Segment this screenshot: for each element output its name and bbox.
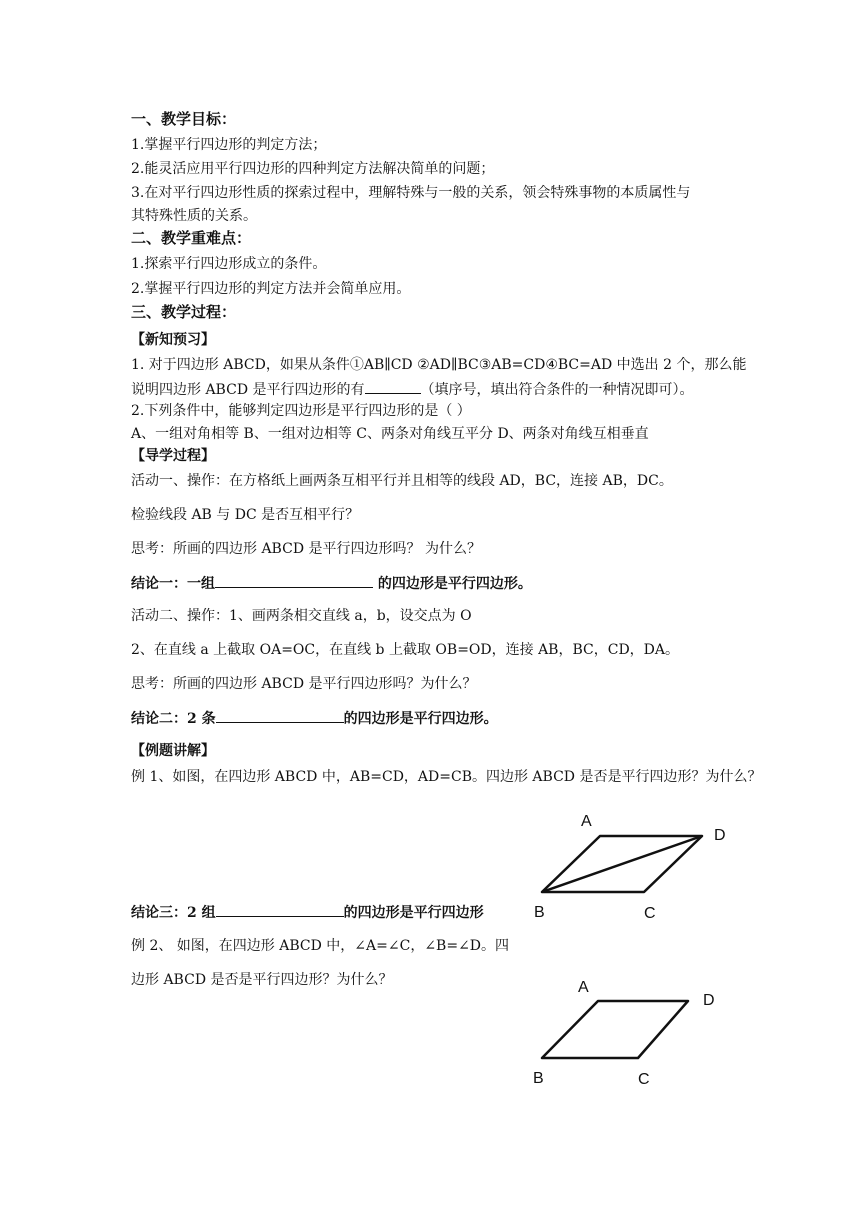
conclusion3-text-b: 的四边形是平行四边形: [343, 905, 484, 921]
preview-q2-options: A、一组对角相等 B、一组对边相等 C、两条对角线互平分 D、两条对角线互相垂直: [131, 426, 649, 442]
preview-q1-text-a: 说明四边形 ABCD 是平行四边形的有: [131, 382, 365, 398]
figure1-diagonal-bd: [542, 836, 702, 892]
conclusion1-text-a: 结论一：一组: [131, 576, 215, 592]
conclusion1-text-b: 的四边形是平行四边形。: [373, 576, 532, 592]
difficulties-heading: 二、教学重难点：: [131, 229, 252, 247]
figure1-parallelogram-diagonal: [520, 800, 760, 925]
preview-q1-line1: 1. 对于四边形 ABCD，如果从条件①AB∥CD ②AD∥BC③AB=CD④BC=AD 中选出 2 个，那么能: [131, 357, 747, 373]
conclusion1-blank[interactable]: [215, 573, 373, 588]
objective-item-3-cont: 其特殊性质的关系。: [131, 208, 257, 224]
preview-title: 【新知预习】: [131, 332, 215, 348]
guide-conclusion1: [131, 573, 532, 594]
example2-line1: 例 2、 如图，在四边形 ABCD 中，∠A=∠C，∠B=∠D。四: [131, 938, 510, 954]
objectives-heading: 一、教学目标：: [131, 110, 237, 128]
examples-title: 【例题讲解】: [131, 743, 215, 759]
difficulty-item-2: 2.掌握平行四边形的判定方法并会简单应用。: [131, 281, 411, 297]
figure1-label-d: D: [714, 827, 726, 844]
difficulty-item-1: 1.探索平行四边形成立的条件。: [131, 256, 327, 272]
guide-activity2: 活动二、操作：1、画两条相交直线 a，b，设交点为 O: [131, 608, 472, 624]
figure2-label-c: C: [638, 1071, 650, 1088]
preview-q1-line2: [131, 379, 694, 400]
conclusion2-blank[interactable]: [216, 708, 344, 723]
objective-item-3: 3.在对平行四边形性质的探索过程中，理解特殊与一般的关系，领会特殊事物的本质属性与: [131, 185, 691, 201]
conclusion2-text-a: 结论二：2 条: [131, 711, 216, 727]
preview-q2: 2.下列条件中，能够判定四边形是平行四边形的是（ ）: [131, 403, 471, 419]
figure1-label-c: C: [644, 905, 656, 922]
figure1-label-a: A: [581, 813, 592, 830]
process-heading: 三、教学过程：: [131, 303, 237, 321]
figure2-parallelogram: [520, 970, 760, 1095]
guide-title: 【导学过程】: [131, 448, 215, 464]
example2-line2: 边形 ABCD 是否是平行四边形？为什么？: [131, 972, 393, 988]
objective-item-1: 1.掌握平行四边形的判定方法；: [131, 137, 327, 153]
figure1-label-b: B: [534, 904, 545, 921]
conclusion2-text-b: 的四边形是平行四边形。: [343, 711, 498, 727]
figure2-label-a: A: [578, 979, 589, 996]
example1-text: 例 1、如图，在四边形 ABCD 中，AB=CD，AD=CB。四边形 ABCD 是否是平行四边形？为什么？: [131, 769, 762, 785]
guide-think1: 思考：所画的四边形 ABCD 是平行四边形吗？ 为什么？: [131, 541, 481, 557]
conclusion3: [131, 902, 484, 923]
guide-activity1: 活动一、操作：在方格纸上画两条互相平行并且相等的线段 AD，BC，连接 AB，DC。: [131, 473, 673, 489]
guide-step2: 2、在直线 a 上截取 OA=OC，在直线 b 上截取 OB=OD，连接 AB，BC，CD，DA。: [131, 642, 680, 658]
conclusion3-text-a: 结论三：2 组: [131, 905, 216, 921]
conclusion3-blank[interactable]: [216, 902, 344, 917]
guide-think2: 思考：所画的四边形 ABCD 是平行四边形吗？为什么？: [131, 676, 477, 692]
figure2-label-d: D: [703, 992, 715, 1009]
figure2-quadrilateral: [542, 1001, 688, 1058]
guide-conclusion2: [131, 708, 498, 729]
objective-item-2: 2.能灵活应用平行四边形的四种判定方法解决简单的问题；: [131, 161, 495, 177]
preview-q1-text-b: （填序号，填出符合条件的一种情况即可）。: [420, 382, 694, 398]
figure2-label-b: B: [533, 1070, 544, 1087]
preview-q1-blank[interactable]: [365, 379, 421, 394]
guide-check: 检验线段 AB 与 DC 是否互相平行？: [131, 507, 360, 523]
